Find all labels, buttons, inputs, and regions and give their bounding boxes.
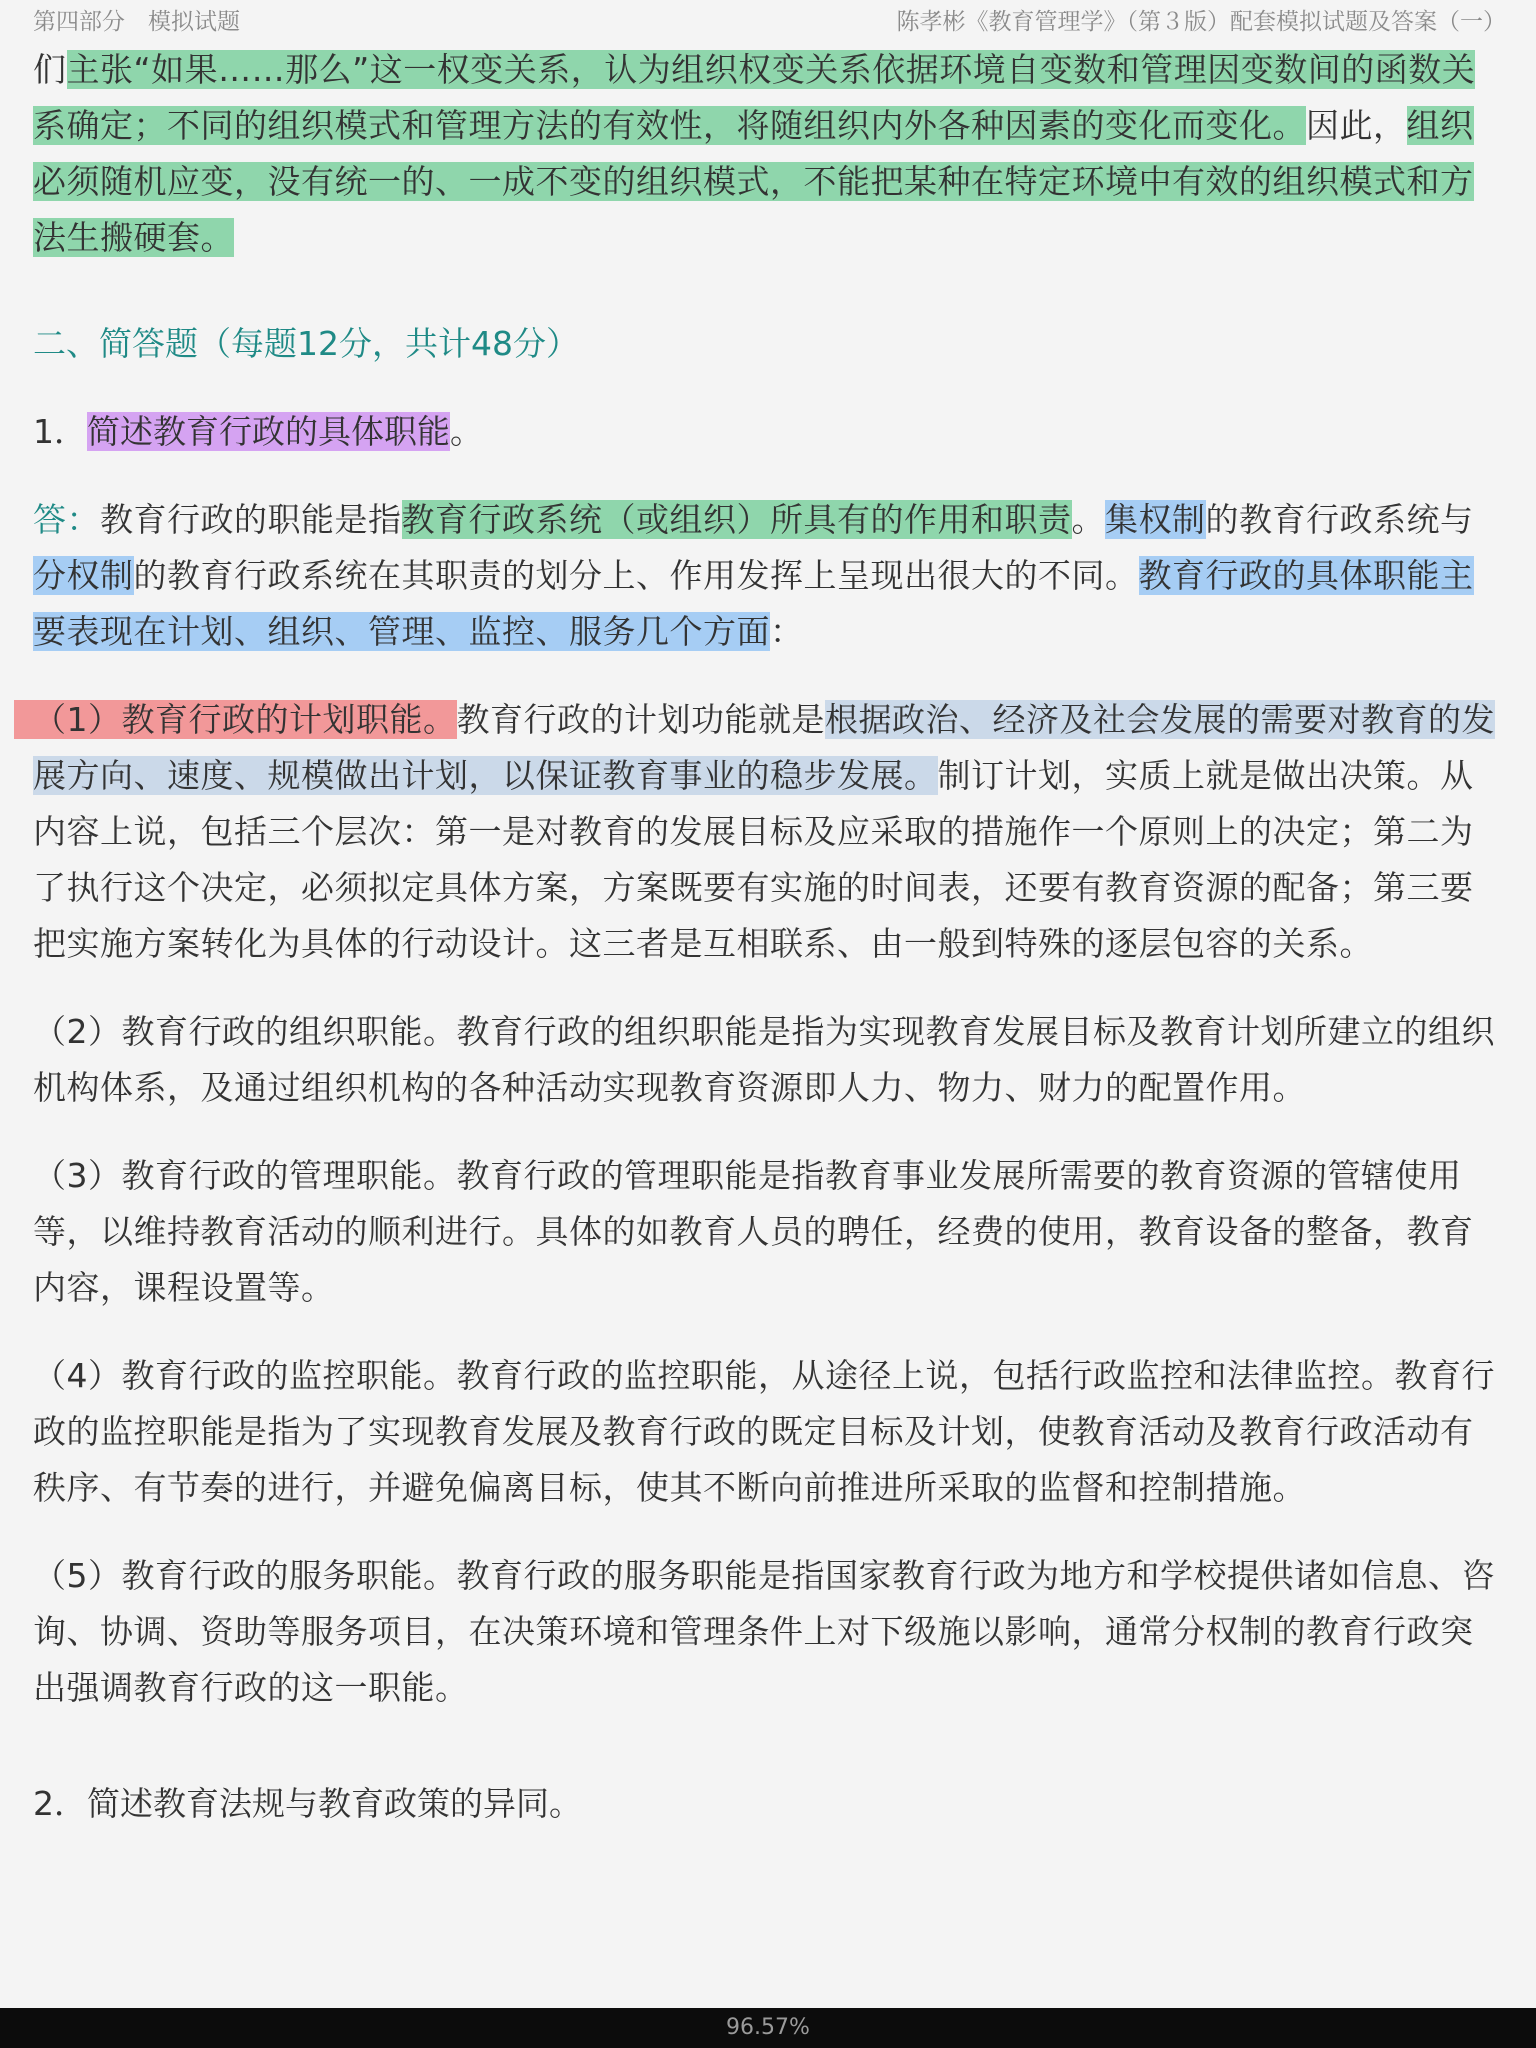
point-1-highlight-body: 根据政治、经济及社会发展的需要对教育的发展方向、速度、规模做出计划，以保证教育事业的稳步发展。 <box>33 700 1495 795</box>
intro-highlight-1: 主张“如果……那么”这一权变关系，认为组织权变关系依据环境自变数和管理因变数间的函数关系确定；不同的组织模式和管理方法的有效性，将随组织内外各种因素的变化而变化。 <box>33 50 1476 145</box>
point-5-paragraph: （5）教育行政的服务职能。教育行政的服务职能是指国家教育行政为地方和学校提供诸如信息、咨询、协调、资助等服务项目，在决策环境和管理条件上对下级施以影响，通常分权制的教育行政突出强调教育行政的这一职能。 <box>33 1556 1495 1707</box>
intro-highlight-2: 组织必须随机应变，没有统一的、一成不变的组织模式，不能把某种在特定环境中有效的组织模式和方法生搬硬套。 <box>33 106 1474 257</box>
point-1-text-b: 教育行政的计划功能就是 <box>456 700 825 739</box>
section-title: 二、简答题（每题12分，共计48分） <box>33 324 579 363</box>
answer-highlight-3: 分权制 <box>33 556 134 595</box>
answer-highlight-4: 教育行政的具体职能主要表现在计划、组织、管理、监控、服务几个方面 <box>33 556 1474 651</box>
answer-text-3: 。 <box>1071 500 1105 539</box>
answer-highlight-1: 教育行政系统（或组织）所具有的作用和职责 <box>401 500 1072 539</box>
zoom-level: 96.57% <box>726 2015 810 2040</box>
question-1-highlight: 简述教育行政的具体职能 <box>87 412 450 451</box>
point-1-paragraph <box>33 692 1505 972</box>
page-header <box>33 4 1506 40</box>
intro-text-a: 们 <box>33 50 67 89</box>
intro-paragraph <box>33 42 1505 266</box>
point-2-paragraph: （2）教育行政的组织职能。教育行政的组织职能是指为实现教育发展目标及教育计划所建立的组织机构体系，及通过组织机构的各种活动实现教育资源即人力、物力、财力的配置作用。 <box>33 1012 1495 1107</box>
question-1 <box>33 404 1505 460</box>
answer-text-9: ： <box>770 612 804 651</box>
point-3-paragraph: （3）教育行政的管理职能。教育行政的管理职能是指教育事业发展所需要的教育资源的管辖使用等，以维持教育活动的顺利进行。具体的如教育人员的聘任，经费的使用，教育设备的整备，教育内容，课程设置等。 <box>33 1156 1474 1307</box>
point-1-highlight-title: （1）教育行政的计划职能。 <box>14 700 457 739</box>
question-2: 2．简述教育法规与教育政策的异同。 <box>33 1784 582 1823</box>
question-1-end: 。 <box>450 412 483 451</box>
answer-paragraph <box>33 492 1505 660</box>
intro-text-c: 因此， <box>1306 106 1407 145</box>
answer-highlight-2: 集权制 <box>1105 500 1206 539</box>
answer-text-7: 的教育行政系统在其职责的划分上、作用发挥上呈现出很大的不同。 <box>133 556 1139 595</box>
zoom-status-bar <box>0 2008 1536 2048</box>
answer-text-5: 的教育行政系统与 <box>1205 500 1474 539</box>
point-4-paragraph: （4）教育行政的监控职能。教育行政的监控职能，从途径上说，包括行政监控和法律监控。教育行政的监控职能是指为了实现教育发展及教育行政的既定目标及计划，使教育活动及教育行政活动有秩序、有节奏的进行，并避免偏离目标，使其不断向前推进所采取的监督和控制措施。 <box>33 1356 1495 1507</box>
point-1-text-d: 制订计划，实质上就是做出决策。从内容上说，包括三个层次：第一是对教育的发展目标及应采取的措施作一个原则上的决定；第二为了执行这个决定，必须拟定具体方案，方案既要有实施的时间表，还要有教育资源的配备；第三要把实施方案转化为具体的行动设计。这三者是互相联系、由一般到特殊的逐层包容的关系。 <box>33 756 1474 963</box>
header-section-label: 第四部分 模拟试题 <box>33 9 240 35</box>
answer-label: 答： <box>33 500 100 539</box>
answer-text-1: 教育行政的职能是指 <box>100 500 402 539</box>
question-1-number: 1． <box>33 412 87 451</box>
header-book-title: 陈孝彬《教育管理学》（第３版）配套模拟试题及答案（一） <box>896 9 1506 35</box>
document-content <box>33 42 1505 1832</box>
